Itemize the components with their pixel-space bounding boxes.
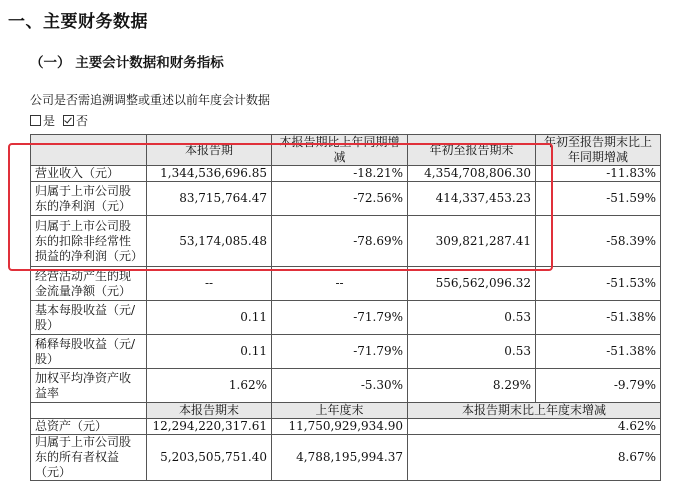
current-value: 1.62%: [147, 369, 272, 403]
ytd-yoy-change: -58.39%: [536, 216, 661, 267]
yoy-change: --: [272, 267, 408, 301]
header-cell: [31, 135, 147, 166]
table-row: [31, 182, 661, 216]
row-label: 基本每股收益（元/股）: [31, 301, 147, 335]
ytd-yoy-change: -51.53%: [536, 267, 661, 301]
prior-value: 4,788,195,994.37: [272, 435, 408, 481]
row-label: 总资产（元）: [31, 419, 147, 435]
row-label: 归属于上市公司股东的净利润（元）: [31, 182, 147, 216]
yoy-change: -18.21%: [272, 166, 408, 182]
header-cell: 本报告期: [147, 135, 272, 166]
section-title: 一、主要财务数据: [8, 12, 148, 32]
current-value: 53,174,085.48: [147, 216, 272, 267]
table-row: [31, 335, 661, 369]
subsection-title: （一） 主要会计数据和财务指标: [30, 55, 224, 71]
row-label: 加权平均净资产收益率: [31, 369, 147, 403]
change-value: 4.62%: [408, 419, 661, 435]
change-value: 8.67%: [408, 435, 661, 481]
row-label: 归属于上市公司股东的所有者权益（元）: [31, 435, 147, 481]
current-value: 1,344,536,696.85: [147, 166, 272, 182]
ytd-yoy-change: -51.59%: [536, 182, 661, 216]
current-value: 83,715,764.47: [147, 182, 272, 216]
row-label: 稀释每股收益（元/股）: [31, 335, 147, 369]
ytd-yoy-change: -51.38%: [536, 335, 661, 369]
table-row: [31, 216, 661, 267]
ytd-value: 0.53: [408, 301, 536, 335]
ytd-value: 309,821,287.41: [408, 216, 536, 267]
table-row: [31, 267, 661, 301]
table-row: [31, 301, 661, 335]
ytd-value: 4,354,708,806.30: [408, 166, 536, 182]
current-value: 0.11: [147, 335, 272, 369]
ytd-yoy-change: -9.79%: [536, 369, 661, 403]
yoy-change: -72.56%: [272, 182, 408, 216]
header-cell: 年初至报告期末: [408, 135, 536, 166]
option-no[interactable]: [63, 112, 88, 129]
checkbox-icon[interactable]: [30, 115, 41, 126]
ytd-yoy-change: -51.38%: [536, 301, 661, 335]
yoy-change: -78.69%: [272, 216, 408, 267]
current-value: --: [147, 267, 272, 301]
financial-table: [30, 134, 661, 481]
header-cell: 上年度末: [272, 403, 408, 419]
header-cell: 本报告期末比上年度末增减: [408, 403, 661, 419]
header-cell: 本报告期比上年同期增减: [272, 135, 408, 166]
header-cell: 本报告期末: [147, 403, 272, 419]
current-value: 12,294,220,317.61: [147, 419, 272, 435]
option-no-label: 否: [76, 114, 89, 128]
ytd-yoy-change: -11.83%: [536, 166, 661, 182]
table-row: [31, 419, 661, 435]
ytd-value: 414,337,453.23: [408, 182, 536, 216]
table-row: [31, 369, 661, 403]
yoy-change: -71.79%: [272, 335, 408, 369]
ytd-value: 0.53: [408, 335, 536, 369]
table-row: [31, 166, 661, 182]
row-label: 营业收入（元）: [31, 166, 147, 182]
table-row: [31, 435, 661, 481]
prior-value: 11,750,929,934.90: [272, 419, 408, 435]
row-label: 经营活动产生的现金流量净额（元）: [31, 267, 147, 301]
current-value: 5,203,505,751.40: [147, 435, 272, 481]
restate-question: 公司是否需追溯调整或重述以前年度会计数据: [30, 93, 271, 107]
yoy-change: -5.30%: [272, 369, 408, 403]
header-cell: 年初至报告期末比上年同期增减: [536, 135, 661, 166]
balance-header-row: [31, 403, 661, 419]
ytd-value: 8.29%: [408, 369, 536, 403]
yoy-change: -71.79%: [272, 301, 408, 335]
table-header-row: [31, 135, 661, 166]
option-yes-label: 是: [43, 114, 56, 128]
header-cell: [31, 403, 147, 419]
current-value: 0.11: [147, 301, 272, 335]
restate-options: [30, 112, 88, 129]
option-yes[interactable]: [30, 112, 55, 129]
row-label: 归属于上市公司股东的扣除非经常性损益的净利润（元）: [31, 216, 147, 267]
checkbox-checked-icon[interactable]: [63, 115, 74, 126]
ytd-value: 556,562,096.32: [408, 267, 536, 301]
